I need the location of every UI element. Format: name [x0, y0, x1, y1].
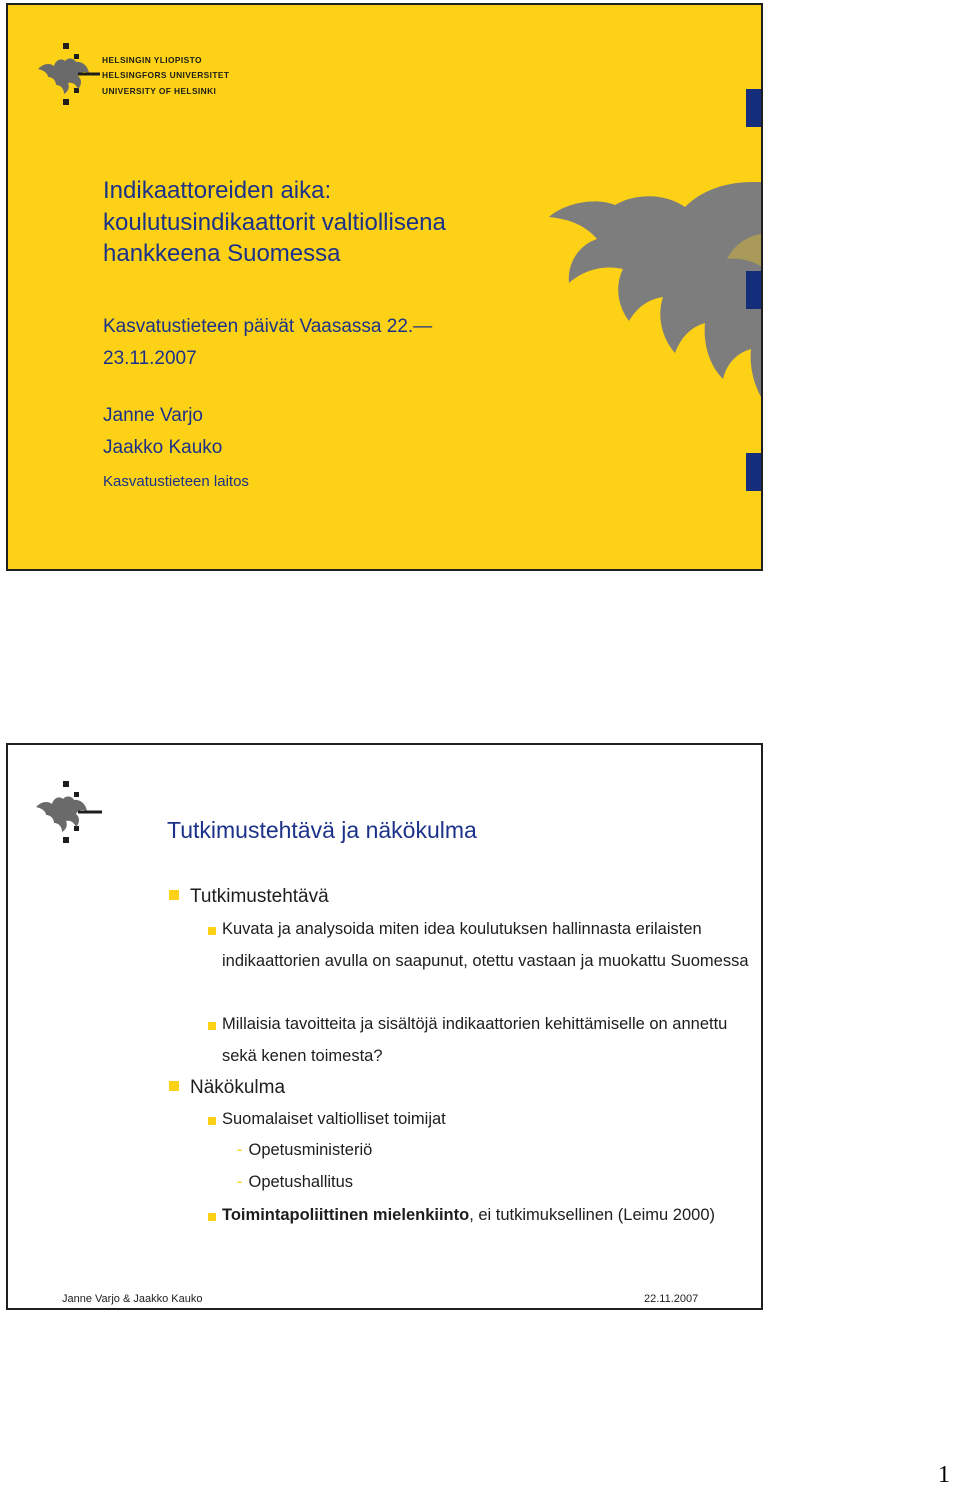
list-item	[222, 1200, 752, 1232]
bullet-square-icon	[169, 890, 179, 900]
sub-list-item-text: Opetusministeriö	[248, 1141, 373, 1159]
university-names	[102, 53, 229, 99]
footer-date: 22.11.2007	[644, 1293, 699, 1305]
bullet-square-icon	[208, 1213, 216, 1221]
author-name: Jaakko Kauko	[103, 437, 223, 458]
slide-title: Tutkimustehtävä ja näkökulma	[167, 817, 477, 843]
bullet-square-icon	[208, 1022, 216, 1030]
sub-list-item-text: Opetushallitus	[248, 1173, 354, 1191]
edge-square	[746, 89, 763, 127]
bullet-square-icon	[208, 1117, 216, 1125]
title-line: koulutusindikaattorit valtiollisena	[103, 208, 446, 236]
content-slide	[6, 743, 763, 1310]
university-logo-icon	[34, 41, 104, 107]
edge-square	[746, 453, 763, 491]
list-item-text: , ei tutkimuksellinen (Leimu 2000)	[469, 1206, 715, 1224]
sub-list-item	[237, 1173, 353, 1192]
sub-list-item	[237, 1141, 372, 1160]
department: Kasvatustieteen laitos	[103, 473, 249, 490]
university-name-fi: HELSINGIN YLIOPISTO	[102, 55, 202, 65]
bullet-square-icon	[208, 927, 216, 935]
section-heading: Näkökulma	[190, 1077, 286, 1098]
section-heading: Tutkimustehtävä	[190, 886, 329, 907]
flame-icon	[545, 173, 763, 443]
university-name-en: UNIVERSITY OF HELSINKI	[102, 85, 217, 96]
list-item: Suomalaiset valtiolliset toimijat	[222, 1110, 446, 1128]
title-line: Indikaattoreiden aika:	[103, 177, 332, 204]
presentation-title	[103, 175, 446, 270]
university-name-sv: HELSINGFORS UNIVERSITET	[102, 70, 230, 81]
list-item: Kuvata ja analysoida miten idea koulutuksen hallinnasta erilaisten indikaattorien avulla on saapunut, otettu vastaan ja muokattu Suomessa	[222, 920, 749, 970]
event-subtitle: Kasvatustieteen päivät Vaasassa 22.— 23.11.2007	[103, 316, 433, 369]
emphasis-text: Toimintapoliittinen mielenkiinto	[222, 1206, 470, 1224]
edge-square	[746, 271, 763, 309]
dash-icon: -	[237, 1141, 243, 1159]
title-slide	[6, 3, 763, 571]
footer-authors: Janne Varjo & Jaakko Kauko	[62, 1293, 203, 1305]
author-name: Janne Varjo	[103, 405, 203, 426]
title-line: hankkeena Suomessa	[103, 240, 341, 267]
list-item: Millaisia tavoitteita ja sisältöjä indikaattorien kehittämiselle on annettu sekä kenen toimesta?	[222, 1015, 728, 1065]
page-number: 1	[938, 1462, 950, 1488]
bullet-square-icon	[169, 1081, 179, 1091]
dash-icon: -	[237, 1173, 243, 1191]
university-logo-icon	[32, 779, 106, 845]
